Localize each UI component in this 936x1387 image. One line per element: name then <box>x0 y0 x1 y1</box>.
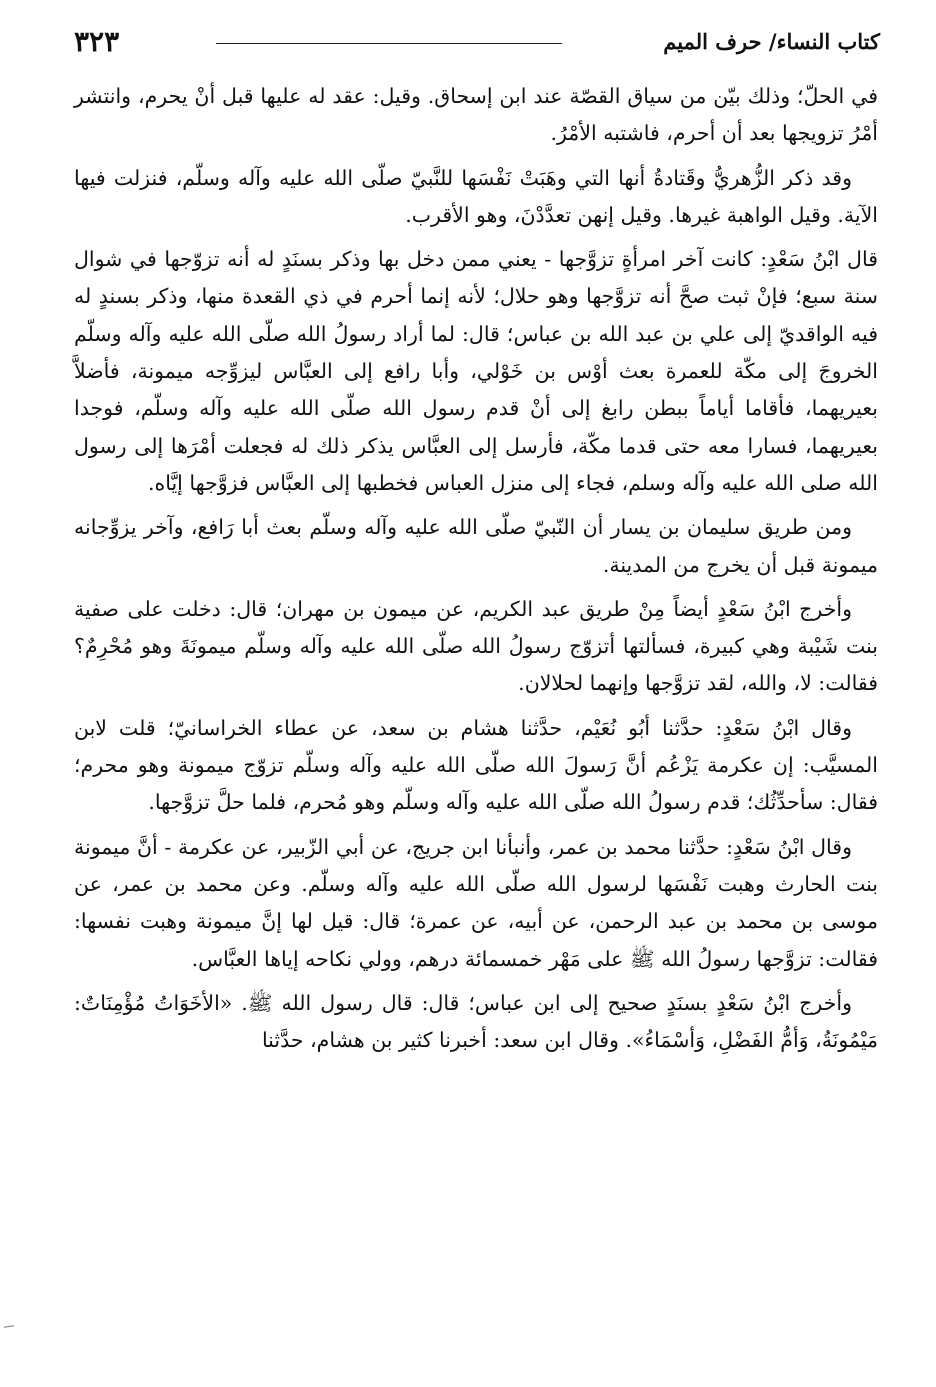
paragraph: وقال ابْنُ سَعْدٍ: حدَّثنا أبُو نُعَيْم، حدَّثنا هشام بن سعد، عن عطاء الخراسانيّ؛ قلت لابن المسيَّب: إن عكرمة يَزْعُم أنَّ رَسولَ الله صلّى الله عليه وآله وسلّم تزوّج ميمونة وهو محرم؛ فقال: سأحدِّثُك؛ قدم رسولُ الله صلّى الله عليه وآله وسلّم وهو مُحرم، فلما حلَّ تزوَّجها. <box>74 715 878 815</box>
body-text <box>74 78 878 1066</box>
page-number: ٣٢٣ <box>74 25 120 58</box>
page-header <box>74 24 880 60</box>
header-rule <box>216 43 562 44</box>
paragraph: في الحلّ؛ وذلك بيّن من سياق القصّة عند ابن إسحاق. وقيل: عقد له عليها قبل أنْ يحرم، وانتشر أمْرُ تزويجها بعد أن أحرم، فاشتبه الأمْرُ. <box>74 84 878 146</box>
paragraph: وأخرج ابْنُ سَعْدٍ بسنَدٍ صحيح إلى ابن عباس؛ قال: قال رسول الله ﷺ. «الأخَوَاتُ مُؤْمِنَاتٌ: مَيْمُونَةُ، وَأمُّ الفَضْلِ، وَأسْمَاءُ». وقال ابن سعد: أخبرنا كثير بن هشام، حدَّثنا <box>74 990 878 1053</box>
paragraph: قال ابْنُ سَعْدٍ: كانت آخر امرأةٍ تزوَّجها - يعني ممن دخل بها وذكر بسنَدٍ له أنه تزوّجها في شوال سنة سبع؛ فإنْ ثبت صحَّ أنه تزوَّجها وهو حلال؛ لأنه إنما أحرم في ذي القعدة منها، وذكر بسندٍ له فيه الواقديّ إلى علي بن عبد الله بن عباس؛ قال: لما أراد رسولُ الله صلّى الله عليه وآله وسلّم الخروجَ إلى مكّة للعمرة بعث أوْس بن خَوْلي، وأبا رافع إلى العبَّاس ليزوِّجه ميمونة، فأضلاَّ بعيريهما، فأقاما أياماً ببطن رابغ إلى أنْ قدم رسول الله صلّى الله عليه وآله وسلّم، فوجدا بعيريهما، فسارا معه حتى قدما مكّة، فأرسل إلى العبَّاس يذكر ذلك له فجعلت أمْرَها إلى رسول الله صلى الله عليه وآله وسلم، فجاء إلى منزل العباس فخطبها إلى العبَّاس فزوَّجها إيَّاه. <box>74 247 878 495</box>
margin-mark <box>4 1325 14 1327</box>
paragraph: وقد ذكر الزُّهريُّ وقَتادةُ أنها التي وهَبَتْ نَفْسَها للنَّبيّ صلّى الله عليه وآله وسلّم، فنزلت فيها الآية. وقيل الواهبة غيرها. وقيل إنهن تعدَّدْنَ، وهو الأقرب. <box>74 165 878 227</box>
paragraph: وأخرج ابْنُ سَعْدٍ أيضاً مِنْ طريق عبد الكريم، عن ميمون بن مهران؛ قال: دخلت على صفية بنت شَيْبة وهي كبيرة، فسألتها أتزوّج رسولُ الله صلّى الله عليه وآله وسلّم ميمونَةَ وهو مُحْرِمٌ؟ فقالت: لا، والله، لقد تزوَّجها وإنهما لحلالان. <box>74 596 878 696</box>
paragraph: وقال ابْنُ سَعْدٍ: حدَّثنا محمد بن عمر، وأنبأنا ابن جريج، عن أبي الزّبير، عن عكرمة - أنَّ ميمونة بنت الحارث وهبت نَفْسَها لرسول الله صلّى الله عليه وآله وسلّم. وعن محمد بن عمر، عن موسى بن محمد بن عبد الرحمن، عن أبيه، عن عمرة؛ قال: قيل لها إنَّ ميمونة وهبت نفسها: فقالت: تزوَّجها رسولُ الله ﷺ على مَهْر خمسمائة درهم، وولي نكاحه إياها العبَّاس. <box>74 834 878 971</box>
running-head: كتاب النساء/ حرف الميم <box>663 29 880 54</box>
paragraph: ومن طريق سليمان بن يسار أن النّبيّ صلّى الله عليه وآله وسلّم بعث أبا رَافع، وآخر يزوِّجانه ميمونة قبل أن يخرج من المدينة. <box>74 515 878 577</box>
